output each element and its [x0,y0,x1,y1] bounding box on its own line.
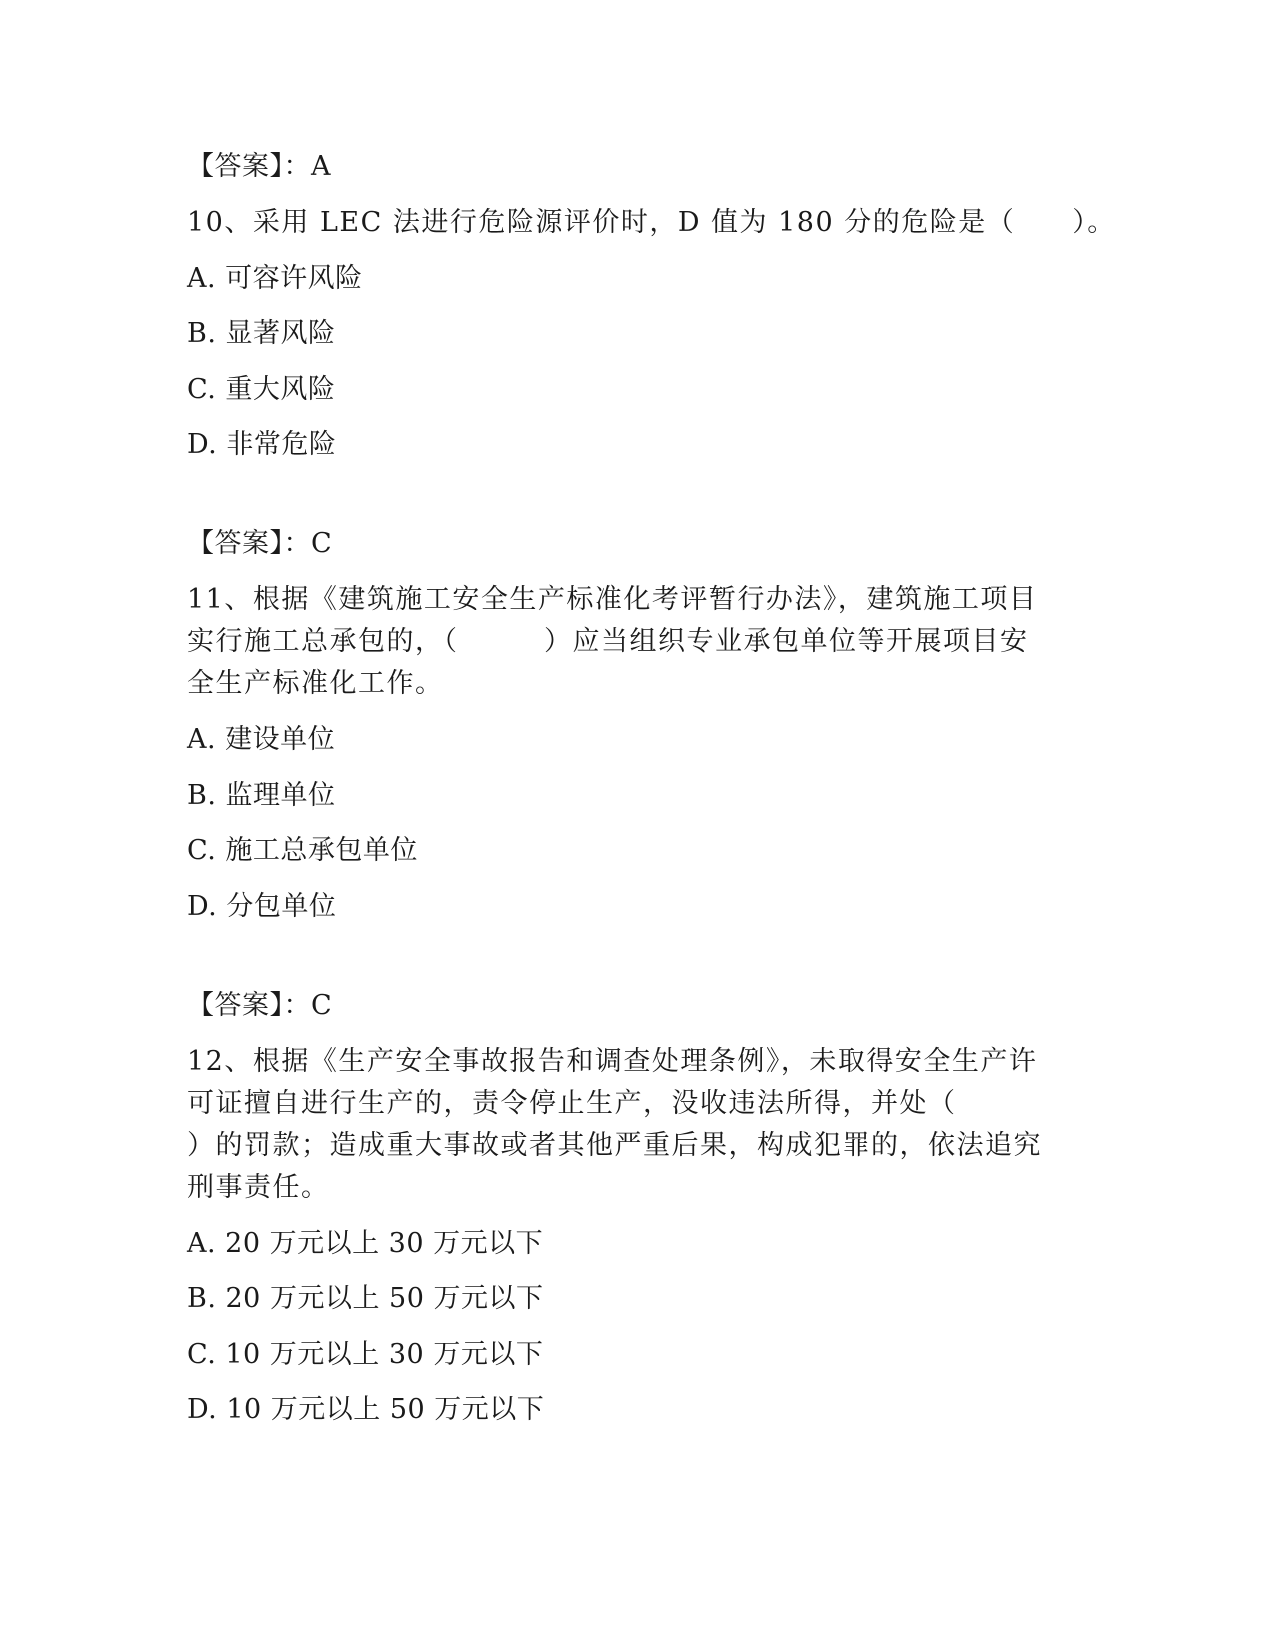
question-10-option-a: A. 可容许风险 [187,263,363,294]
question-12-stem-line-3: ）的罚款；造成重大事故或者其他严重后果，构成犯罪的，依法追究 [187,1130,1042,1161]
answer-9: 【答案】：A [187,151,331,182]
answer-11: 【答案】：C [187,990,333,1021]
question-10-option-d: D. 非常危险 [187,429,337,460]
question-12-option-b: B. 20 万元以上 50 万元以下 [187,1283,544,1314]
question-11-stem-line-3: 全生产标准化工作。 [187,668,444,699]
question-10-option-b: B. 显著风险 [187,318,336,349]
question-12-option-c: C. 10 万元以上 30 万元以下 [187,1339,544,1370]
question-12-stem-line-1: 12、根据《生产安全事故报告和调查处理条例》，未取得安全生产许 [187,1046,1038,1077]
question-12-option-d: D. 10 万元以上 50 万元以下 [187,1394,545,1425]
question-11-option-a: A. 建设单位 [187,724,336,755]
question-12-stem-line-2: 可证擅自进行生产的，责令停止生产，没收违法所得，并处（ [187,1088,957,1119]
question-12-option-a: A. 20 万元以上 30 万元以下 [187,1228,544,1259]
question-11-option-b: B. 监理单位 [187,780,336,811]
question-10-option-c: C. 重大风险 [187,374,336,405]
question-10-stem: 10、采用 LEC 法进行危险源评价时，D 值为 180 分的危险是（ ）。 [187,207,1116,238]
answer-10: 【答案】：C [187,528,333,559]
question-12-stem-line-4: 刑事责任。 [187,1172,330,1203]
question-11-option-d: D. 分包单位 [187,891,337,922]
question-11-stem-line-1: 11、根据《建筑施工安全生产标准化考评暂行办法》，建筑施工项目 [187,584,1038,615]
question-11-stem-line-2: 实行施工总承包的，（ ）应当组织专业承包单位等开展项目安 [187,626,1029,657]
question-11-option-c: C. 施工总承包单位 [187,835,418,866]
